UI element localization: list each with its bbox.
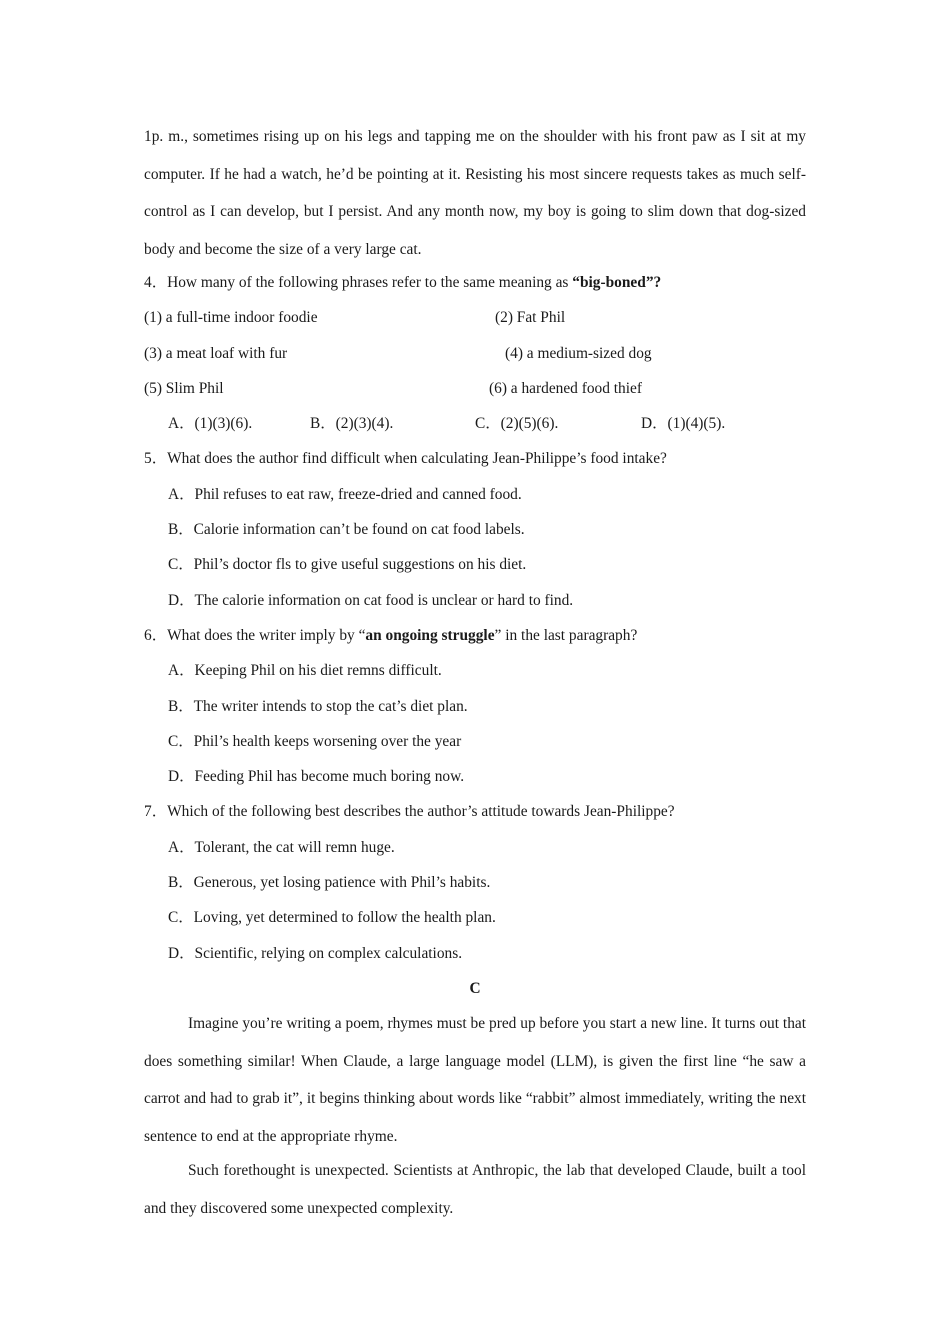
question-6-stem [144,618,806,653]
question-4-option-a[interactable]: A．(1)(3)(6). [168,415,253,433]
question-4-number: 4． [144,274,168,291]
question-4-option-c[interactable]: C．(2)(5)(6). [475,415,559,433]
question-6-stem-bold: an ongoing struggle [365,626,495,644]
question-5-stem-text: What does the author find difficult when calculating Jean-Philippe’s food intake? [167,450,667,468]
question-4-phrase-row-3 [144,371,806,406]
section-c-paragraph-1: Imagine you’re writing a poem, rhymes must be pred up before you start a new line. It turns out that does something similar! When Claude, a large language model (LLM), is given the first line “he saw a carrot and had to grab it”, it begins thinking about words like “rabbit” almost immediately, writing the next sentence to end at the appropriate rhyme. [144,1015,806,1145]
document-page [144,118,806,1227]
question-5-option-a[interactable]: A．Phil refuses to eat raw, freeze-dried and canned food. [168,485,522,503]
question-6-option-c[interactable]: C．Phil’s health keeps worsening over the year [168,732,462,750]
phrase-5: (5) Slim Phil [144,379,224,397]
question-5-option-c[interactable]: C．Phil’s doctor fls to give useful suggestions on his diet. [168,556,527,574]
question-7-stem-text: Which of the following best describes the author’s attitude towards Jean-Philippe? [167,803,675,821]
question-4-phrase-row-1 [144,300,806,335]
phrase-4: (4) a medium-sized dog [505,344,652,362]
question-4-stem [144,265,806,300]
question-6-option-b[interactable]: B．The writer intends to stop the cat’s diet plan. [168,697,468,715]
question-6-option-d[interactable]: D．Feeding Phil has become much boring now. [168,768,465,786]
question-5-number: 5． [144,450,168,468]
question-5-stem [144,441,806,476]
question-7-option-c[interactable]: C．Loving, yet determined to follow the health plan. [168,909,496,927]
question-7-option-a[interactable]: A．Tolerant, the cat will remn huge. [168,838,395,856]
question-6-number: 6． [144,626,168,644]
section-c-heading: C [469,979,481,997]
phrase-6: (6) a hardened food thief [489,379,642,397]
phrase-1: (1) a full-time indoor foodie [144,309,318,327]
question-5-option-b[interactable]: B．Calorie information can’t be found on cat food labels. [168,521,525,539]
question-4-stem-bold: “big-boned”? [572,274,662,291]
question-4-options [144,406,806,441]
question-7-number: 7． [144,803,168,821]
question-7-option-b[interactable]: B．Generous, yet losing patience with Phil’s habits. [168,874,491,892]
question-5-option-d[interactable]: D．The calorie information on cat food is unclear or hard to find. [168,591,574,609]
question-4-phrase-row-2 [144,336,806,371]
question-6-stem-tail: ” in the last paragraph? [494,626,638,644]
question-4-stem-text: How many of the following phrases refer to the same meaning as [167,274,573,291]
section-c-paragraph-2: Such forethought is unexpected. Scientists at Anthropic, the lab that developed Claude, built a tool and they discovered some unexpected complexity. [144,1162,806,1217]
question-6-stem-text: What does the writer imply by “ [167,626,366,644]
question-6-option-a[interactable]: A．Keeping Phil on his diet remns difficult. [168,662,442,680]
question-7-option-d[interactable]: D．Scientific, relying on complex calculations. [168,944,463,962]
question-4-option-d[interactable]: D．(1)(4)(5). [641,415,726,433]
question-7-stem [144,794,806,829]
phrase-2: (2) Fat Phil [495,309,566,327]
intro-paragraph: 1p. m., sometimes rising up on his legs and tapping me on the shoulder with his front paw as I sit at my computer. If he had a watch, he’d be pointing at it. Resisting his most sincere requests takes as much self-control as I can develop, but I persist. And any month now, my boy is going to slim down that dog-sized body and become the size of a very large cat. [144,128,806,258]
question-4-option-b[interactable]: B．(2)(3)(4). [310,415,394,433]
phrase-3: (3) a meat loaf with fur [144,344,288,362]
